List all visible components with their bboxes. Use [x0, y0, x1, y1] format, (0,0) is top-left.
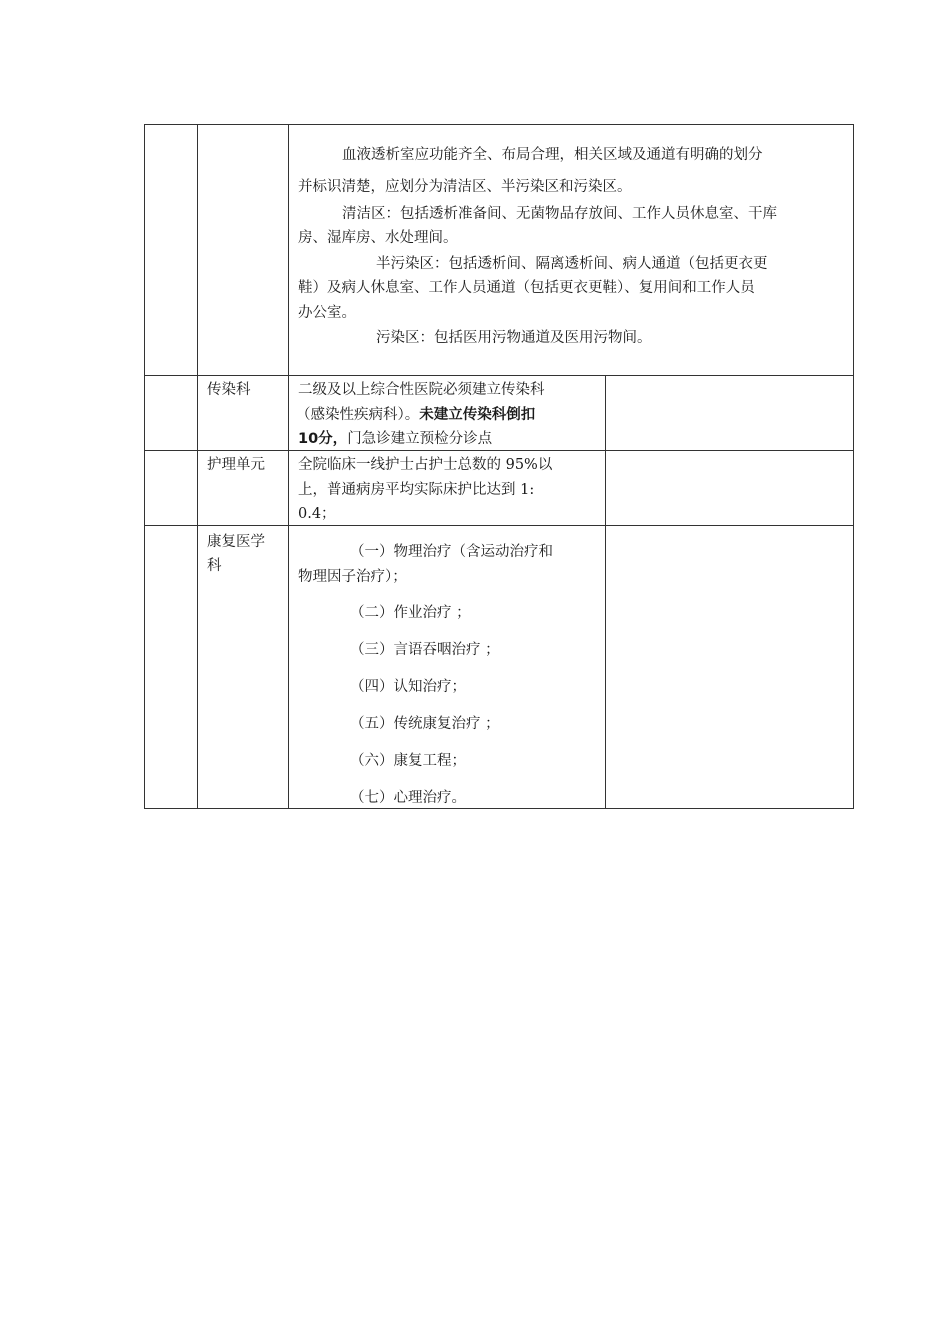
- nursing-line-2: 上，普通病房平均实际床护比达到 1:: [298, 482, 535, 498]
- rehab-item-6: （六）康复工程；: [350, 753, 466, 769]
- infectious-line-2: [296, 403, 535, 427]
- dialysis-line-8: 污染区：包括医用污物通道及医用污物间。: [376, 330, 652, 346]
- dialysis-line-1: 血液透析室应功能齐全、布局合理，相关区域及通道有明确的划分: [342, 147, 763, 163]
- row-divider-2: [145, 450, 853, 451]
- dialysis-line-2: 并标识清楚，应划分为清洁区、半污染区和污染区。: [298, 179, 632, 195]
- rehab-item-1: （一）物理治疗（含运动治疗和: [350, 544, 553, 560]
- rehab-item-5: （五）传统康复治疗 ；: [350, 716, 500, 732]
- dialysis-line-5: 半污染区：包括透析间、隔离透析间、病人通道（包括更衣更: [376, 256, 768, 272]
- dept-rehab-line-1: 康复医学: [207, 534, 265, 550]
- row-divider-3: [145, 525, 853, 526]
- infectious-line-3-plain: 门急诊建立预检分诊点: [347, 431, 493, 447]
- infectious-penalty: 未建立传染科倒扣: [419, 407, 536, 423]
- dept-rehab-line-2: 科: [207, 558, 222, 574]
- dialysis-line-3: 清洁区：包括透析准备间、无菌物品存放间、工作人员休息室、干库: [342, 206, 777, 222]
- rehab-item-2: （二）作业治疗 ；: [350, 605, 471, 621]
- row-divider-1: [145, 375, 853, 376]
- infectious-penalty-points: 10分，: [298, 431, 348, 447]
- nursing-line-1: 全院临床一线护士占护士总数的 95%以: [298, 457, 553, 473]
- rehab-item-3: （三）言语吞咽治疗 ；: [350, 642, 500, 658]
- nursing-line-3: 0.4；: [298, 506, 336, 522]
- rehab-item-4: （四）认知治疗；: [350, 679, 466, 695]
- rehab-item-1-cont: 物理因子治疗）；: [298, 569, 407, 585]
- dialysis-line-7: 办公室。: [298, 305, 356, 321]
- col-divider-2: [288, 125, 289, 809]
- dialysis-line-4: 房、湿库房、水处理间。: [298, 230, 458, 246]
- col-divider-1: [197, 125, 198, 809]
- infectious-line-2-plain: （感染性疾病科）。: [296, 407, 420, 423]
- dept-nursing: 护理单元: [207, 457, 265, 473]
- infectious-line-3: [298, 427, 492, 451]
- infectious-line-1: 二级及以上综合性医院必须建立传染科: [298, 382, 545, 398]
- dept-infectious: 传染科: [207, 382, 251, 398]
- dialysis-line-6: 鞋）及病人休息室、工作人员通道（包括更衣更鞋）、复用间和工作人员: [298, 280, 755, 296]
- col-divider-3: [605, 375, 606, 809]
- rehab-item-7: （七）心理治疗。: [350, 790, 466, 806]
